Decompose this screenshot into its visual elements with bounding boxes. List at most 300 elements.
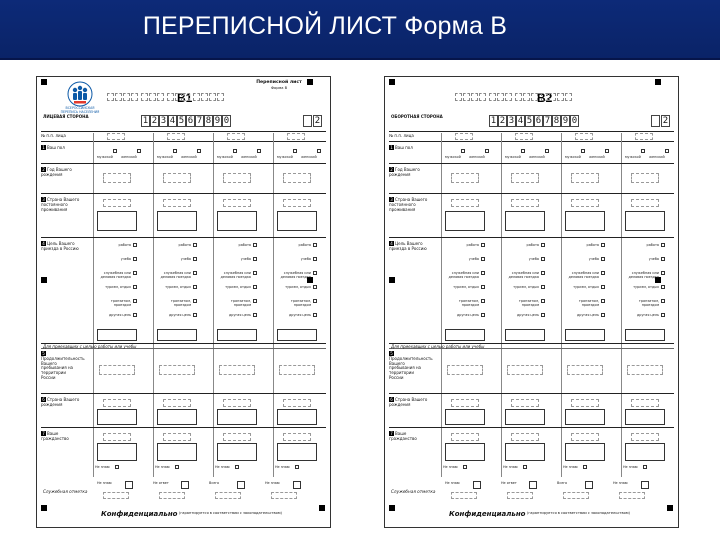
purpose-option-label: туризм, отдых (453, 285, 479, 289)
dont-know-checkbox[interactable] (235, 465, 239, 469)
sex-option-checkbox[interactable] (317, 149, 321, 153)
sex-option-checkbox[interactable] (137, 149, 141, 153)
summary-digits[interactable] (215, 492, 241, 499)
birth-year-field[interactable] (571, 173, 599, 183)
purpose-option-checkbox[interactable] (481, 285, 485, 289)
code-field-group[interactable] (489, 93, 512, 109)
birth-country-code-field[interactable] (223, 399, 251, 407)
birth-country-code-field[interactable] (451, 399, 479, 407)
purpose-option-checkbox[interactable] (253, 271, 257, 275)
code-digit-box[interactable] (175, 93, 182, 101)
purpose-option-label: другая цель (288, 313, 311, 317)
sex-option-checkbox[interactable] (113, 149, 117, 153)
citizenship-code-field[interactable] (163, 433, 191, 441)
purpose-option-checkbox[interactable] (253, 257, 257, 261)
duration-field[interactable] (567, 365, 603, 375)
dont-know-checkbox[interactable] (583, 465, 587, 469)
birth-country-field[interactable] (505, 409, 545, 425)
question-label (41, 145, 81, 151)
residence-country-field[interactable] (157, 211, 197, 231)
code-digit-box[interactable] (549, 93, 556, 101)
other-purpose-field[interactable] (157, 329, 197, 341)
residence-code-field[interactable] (451, 199, 479, 207)
purpose-option-checkbox[interactable] (481, 299, 485, 303)
residence-country-field[interactable] (277, 211, 317, 231)
purpose-option-checkbox[interactable] (541, 243, 545, 247)
citizenship-field[interactable] (565, 443, 605, 461)
citizenship-field[interactable] (505, 443, 545, 461)
sex-option-checkbox[interactable] (605, 149, 609, 153)
summary-digits[interactable] (159, 492, 185, 499)
summary-box[interactable] (641, 481, 649, 489)
purpose-option-label: работа (178, 243, 191, 247)
purpose-option-label: служебная или деловая поездка (100, 271, 131, 279)
code-digit-box[interactable] (557, 93, 564, 101)
code-digit-box[interactable] (201, 93, 208, 101)
birth-year-field[interactable] (511, 173, 539, 183)
row-divider (389, 393, 674, 394)
person-number-box[interactable] (635, 133, 653, 140)
sex-option-checkbox[interactable] (461, 149, 465, 153)
sample-digit: 1 (142, 116, 149, 126)
question-number: 7 (390, 431, 393, 436)
code-field-group[interactable] (107, 93, 138, 109)
question-number: 6 (390, 397, 393, 402)
person-number-box[interactable] (515, 133, 533, 140)
sample-digit: 8 (553, 116, 560, 126)
code-digit-box[interactable] (107, 93, 114, 101)
dont-know-label: Не знаю (623, 465, 638, 469)
code-digit-box[interactable] (209, 93, 216, 101)
sample-digit: 6 (535, 116, 542, 126)
code-digit-box[interactable] (471, 93, 478, 101)
summary-label: Не знаю (613, 481, 628, 485)
purpose-option-label: другая цель (456, 313, 479, 317)
purpose-option-checkbox[interactable] (313, 285, 317, 289)
other-purpose-field[interactable] (217, 329, 257, 341)
birth-year-field[interactable] (163, 173, 191, 183)
summary-box[interactable] (125, 481, 133, 489)
dont-know-label: Не знаю (215, 465, 230, 469)
purpose-option-checkbox[interactable] (661, 299, 665, 303)
purpose-option-label: учеба (528, 257, 539, 261)
purpose-option-checkbox[interactable] (133, 257, 137, 261)
sample-digit: 6 (187, 116, 194, 126)
sex-option-label: женский (529, 155, 545, 159)
sex-option-checkbox[interactable] (197, 149, 201, 153)
code-digit-box[interactable] (541, 93, 548, 101)
question-text: Цель Вашего приезда в Россию (41, 241, 79, 251)
sex-option-label: женский (589, 155, 605, 159)
purpose-option-label: учеба (240, 257, 251, 261)
summary-label: Не ответ (153, 481, 169, 485)
confidential-label: Конфиденциально (449, 510, 526, 518)
code-digit-box[interactable] (531, 93, 538, 101)
purpose-option-checkbox[interactable] (541, 257, 545, 261)
purpose-option-checkbox[interactable] (661, 243, 665, 247)
persons-label: № п.п. лица (389, 133, 414, 138)
sex-option-checkbox[interactable] (257, 149, 261, 153)
purpose-option-label: работа (526, 243, 539, 247)
purpose-option-checkbox[interactable] (601, 243, 605, 247)
sex-option-label: мужской (625, 155, 641, 159)
dont-know-label: Не знаю (275, 465, 290, 469)
birth-country-code-field[interactable] (103, 399, 131, 407)
sex-option-checkbox[interactable] (545, 149, 549, 153)
citizenship-code-field[interactable] (283, 433, 311, 441)
code-field-group[interactable] (193, 93, 224, 109)
purpose-option-label: другая цель (576, 313, 599, 317)
dont-know-label: Не знаю (155, 465, 170, 469)
code-digit-box[interactable] (463, 93, 470, 101)
purpose-option-label: работа (586, 243, 599, 247)
code-field-group[interactable] (167, 91, 193, 109)
residence-code-field[interactable] (631, 199, 659, 207)
citizenship-code-field[interactable] (451, 433, 479, 441)
sample-digit: 1 (490, 116, 497, 126)
birth-year-field[interactable] (631, 173, 659, 183)
citizenship-field[interactable] (157, 443, 197, 461)
residence-code-field[interactable] (163, 199, 191, 207)
birth-country-field[interactable] (157, 409, 197, 425)
other-purpose-field[interactable] (505, 329, 545, 341)
purpose-option-checkbox[interactable] (193, 257, 197, 261)
purpose-option-checkbox[interactable] (541, 299, 545, 303)
purpose-option-label: туризм, отдых (513, 285, 539, 289)
form-header (242, 80, 316, 90)
purpose-option-checkbox[interactable] (661, 257, 665, 261)
purpose-option-checkbox[interactable] (133, 299, 137, 303)
person-number-box[interactable] (167, 133, 185, 140)
purpose-option-checkbox[interactable] (133, 313, 137, 317)
person-number-box[interactable] (227, 133, 245, 140)
birth-country-code-field[interactable] (631, 399, 659, 407)
summary-digits[interactable] (271, 492, 297, 499)
dont-know-label: Не знаю (443, 465, 458, 469)
sample-digit: 9 (562, 116, 569, 126)
code-digit-box[interactable] (149, 93, 156, 101)
other-purpose-field[interactable] (565, 329, 605, 341)
summary-digits[interactable] (619, 492, 645, 499)
purpose-option-label: служебная или деловая поездка (280, 271, 311, 279)
purpose-option-checkbox[interactable] (253, 243, 257, 247)
persons-label: № п.п. лица (41, 133, 66, 138)
purpose-option-checkbox[interactable] (661, 313, 665, 317)
citizenship-field[interactable] (445, 443, 485, 461)
residence-code-field[interactable] (223, 199, 251, 207)
purpose-option-label: туризм, отдых (225, 285, 251, 289)
code-digit-box[interactable] (217, 93, 224, 101)
purpose-option-label: другая цель (228, 313, 251, 317)
birth-year-field[interactable] (103, 173, 131, 183)
summary-digits[interactable] (451, 492, 477, 499)
question-number: 4 (42, 241, 45, 246)
purpose-option-checkbox[interactable] (601, 285, 605, 289)
summary-digits[interactable] (507, 492, 533, 499)
residence-code-field[interactable] (511, 199, 539, 207)
code-digit-box[interactable] (515, 93, 522, 101)
sex-option-label: женский (121, 155, 137, 159)
question-text: Ваш пол (47, 145, 65, 150)
citizenship-field[interactable] (97, 443, 137, 461)
code-digit-box[interactable] (479, 93, 486, 101)
purpose-option-checkbox[interactable] (313, 243, 317, 247)
purpose-option-checkbox[interactable] (193, 243, 197, 247)
birth-country-field[interactable] (217, 409, 257, 425)
page-side-label: ЛИЦЕВАЯ СТОРОНА (43, 114, 89, 119)
code-digit-box[interactable] (115, 93, 122, 101)
other-purpose-field[interactable] (445, 329, 485, 341)
duration-field[interactable] (159, 365, 195, 375)
sex-option-checkbox[interactable] (485, 149, 489, 153)
citizenship-code-field[interactable] (103, 433, 131, 441)
question-number: 3 (390, 197, 393, 202)
summary-digits[interactable] (563, 492, 589, 499)
service-mark-label: Служебная отметка (43, 489, 88, 494)
purpose-option-checkbox[interactable] (661, 285, 665, 289)
purpose-option-checkbox[interactable] (601, 271, 605, 275)
purpose-option-label: туризм, отдых (285, 285, 311, 289)
summary-label: Всего (209, 481, 220, 485)
confidential-note: (гарантируется в соответствии с законодательством) (179, 511, 282, 515)
code-field-group[interactable] (515, 93, 538, 109)
service-mark-label: Служебная отметка (391, 489, 436, 494)
person-number-box[interactable] (455, 133, 473, 140)
question-label (389, 397, 429, 408)
sample-digits (489, 115, 579, 127)
birth-country-code-field[interactable] (571, 399, 599, 407)
sex-option-label: мужской (157, 155, 173, 159)
birth-country-code-field[interactable] (163, 399, 191, 407)
sample-digits (141, 115, 231, 127)
purpose-option-checkbox[interactable] (661, 271, 665, 275)
code-digit-box[interactable] (193, 93, 200, 101)
purpose-option-checkbox[interactable] (193, 285, 197, 289)
purpose-option-checkbox[interactable] (541, 285, 545, 289)
census-form-b1 (36, 76, 331, 528)
residence-country-field[interactable] (445, 211, 485, 231)
page-number-digit: 2 (662, 116, 669, 126)
purpose-option-label: служебная или деловая поездка (220, 271, 251, 279)
residence-code-field[interactable] (103, 199, 131, 207)
purpose-option-checkbox[interactable] (541, 313, 545, 317)
question-number: 2 (42, 167, 45, 172)
citizenship-code-field[interactable] (223, 433, 251, 441)
question-number: 1 (390, 145, 393, 150)
birth-country-field[interactable] (97, 409, 137, 425)
summary-box[interactable] (293, 481, 301, 489)
page-number-digit: 2 (314, 116, 321, 126)
purpose-option-checkbox[interactable] (133, 243, 137, 247)
question-number: 5 (42, 351, 45, 356)
summary-box[interactable] (529, 481, 537, 489)
question-text: Страна Вашего рождения (41, 397, 80, 407)
residence-country-field[interactable] (217, 211, 257, 231)
other-purpose-field[interactable] (97, 329, 137, 341)
registration-mark (667, 505, 673, 511)
question-label (389, 167, 429, 178)
row-divider (41, 163, 326, 164)
purpose-option-checkbox[interactable] (193, 271, 197, 275)
purpose-option-checkbox[interactable] (313, 299, 317, 303)
citizenship-field[interactable] (625, 443, 665, 461)
code-digit-box[interactable] (131, 93, 138, 101)
duration-field[interactable] (627, 365, 663, 375)
code-digit-box[interactable] (157, 93, 164, 101)
purpose-option-checkbox[interactable] (601, 257, 605, 261)
purpose-option-label: учеба (588, 257, 599, 261)
other-purpose-field[interactable] (277, 329, 317, 341)
question-number: 4 (390, 241, 393, 246)
question-text: Продолжительность Вашего пребывания на территории России (41, 355, 85, 380)
sex-option-checkbox[interactable] (293, 149, 297, 153)
purpose-option-label: транзитом, проездом (290, 299, 311, 307)
purpose-option-checkbox[interactable] (253, 285, 257, 289)
sex-option-checkbox[interactable] (173, 149, 177, 153)
code-digit-box[interactable] (183, 93, 190, 101)
sex-option-checkbox[interactable] (581, 149, 585, 153)
residence-code-field[interactable] (283, 199, 311, 207)
question-label (41, 197, 81, 212)
residence-code-field[interactable] (571, 199, 599, 207)
code-digit-box[interactable] (141, 93, 148, 101)
citizenship-code-field[interactable] (511, 433, 539, 441)
census-form-b2 (384, 76, 679, 528)
summary-box[interactable] (237, 481, 245, 489)
birth-country-field[interactable] (625, 409, 665, 425)
summary-box[interactable] (181, 481, 189, 489)
page-number-digit (651, 115, 660, 127)
code-digit-box[interactable] (123, 93, 130, 101)
residence-country-field[interactable] (97, 211, 137, 231)
purpose-option-label: туризм, отдых (105, 285, 131, 289)
purpose-option-label: туризм, отдых (573, 285, 599, 289)
purpose-option-checkbox[interactable] (133, 285, 137, 289)
dont-know-checkbox[interactable] (523, 465, 527, 469)
row-divider (389, 427, 674, 428)
person-number-box[interactable] (107, 133, 125, 140)
summary-box[interactable] (473, 481, 481, 489)
purpose-option-checkbox[interactable] (313, 271, 317, 275)
birth-country-field[interactable] (565, 409, 605, 425)
purpose-option-checkbox[interactable] (541, 271, 545, 275)
purpose-option-label: учеба (120, 257, 131, 261)
duration-field[interactable] (99, 365, 135, 375)
purpose-option-checkbox[interactable] (253, 299, 257, 303)
code-field-group[interactable] (455, 93, 486, 109)
citizenship-field[interactable] (217, 443, 257, 461)
page-number-digit (303, 115, 312, 127)
birth-year-field[interactable] (451, 173, 479, 183)
sex-option-checkbox[interactable] (233, 149, 237, 153)
purpose-option-checkbox[interactable] (193, 313, 197, 317)
citizenship-code-field[interactable] (631, 433, 659, 441)
purpose-option-checkbox[interactable] (601, 313, 605, 317)
residence-country-field[interactable] (565, 211, 605, 231)
summary-box[interactable] (585, 481, 593, 489)
other-purpose-field[interactable] (625, 329, 665, 341)
sample-digit: 0 (571, 116, 578, 126)
residence-country-field[interactable] (505, 211, 545, 231)
code-field-group[interactable] (141, 93, 164, 109)
citizenship-field[interactable] (277, 443, 317, 461)
purpose-option-checkbox[interactable] (481, 257, 485, 261)
duration-field[interactable] (219, 365, 255, 375)
purpose-option-checkbox[interactable] (481, 271, 485, 275)
form-label: В1 (177, 91, 193, 105)
sex-option-checkbox[interactable] (521, 149, 525, 153)
duration-field[interactable] (279, 365, 315, 375)
purpose-option-checkbox[interactable] (133, 271, 137, 275)
top-code-fields (455, 93, 572, 109)
dont-know-checkbox[interactable] (643, 465, 647, 469)
code-digit-box[interactable] (565, 93, 572, 101)
code-digit-box[interactable] (455, 93, 462, 101)
code-digit-box[interactable] (167, 93, 174, 101)
sex-option-label: женский (181, 155, 197, 159)
code-digit-box[interactable] (523, 93, 530, 101)
sex-option-checkbox[interactable] (641, 149, 645, 153)
summary-label: Не знаю (445, 481, 460, 485)
purpose-option-label: другая цель (108, 313, 131, 317)
code-digit-box[interactable] (505, 93, 512, 101)
purpose-option-checkbox[interactable] (193, 299, 197, 303)
sample-digit: 4 (169, 116, 176, 126)
question-label (41, 167, 81, 178)
birth-country-field[interactable] (277, 409, 317, 425)
dont-know-checkbox[interactable] (295, 465, 299, 469)
purpose-option-label: учеба (468, 257, 479, 261)
sex-option-checkbox[interactable] (665, 149, 669, 153)
birth-country-code-field[interactable] (283, 399, 311, 407)
question-label (389, 431, 429, 442)
page-side-label: ОБОРОТНАЯ СТОРОНА (391, 114, 443, 119)
birth-year-field[interactable] (223, 173, 251, 183)
person-number-box[interactable] (575, 133, 593, 140)
duration-field[interactable] (447, 365, 483, 375)
birth-country-code-field[interactable] (511, 399, 539, 407)
purpose-option-label: туризм, отдых (633, 285, 659, 289)
purpose-option-checkbox[interactable] (313, 313, 317, 317)
code-field-group[interactable] (541, 93, 572, 109)
purpose-option-checkbox[interactable] (481, 243, 485, 247)
question-number: 2 (390, 167, 393, 172)
person-number-box[interactable] (287, 133, 305, 140)
question-number: 1 (42, 145, 45, 150)
registration-mark (41, 505, 47, 511)
purpose-option-checkbox[interactable] (481, 313, 485, 317)
birth-country-field[interactable] (445, 409, 485, 425)
dont-know-checkbox[interactable] (463, 465, 467, 469)
purpose-option-label: транзитом, проездом (170, 299, 191, 307)
sex-option-label: женский (241, 155, 257, 159)
sex-option-label: мужской (217, 155, 233, 159)
summary-digits[interactable] (103, 492, 129, 499)
duration-field[interactable] (507, 365, 543, 375)
dont-know-checkbox[interactable] (175, 465, 179, 469)
code-digit-box[interactable] (497, 93, 504, 101)
dont-know-checkbox[interactable] (115, 465, 119, 469)
purpose-option-checkbox[interactable] (601, 299, 605, 303)
purpose-option-label: другая цель (636, 313, 659, 317)
row-divider (389, 237, 674, 238)
purpose-option-checkbox[interactable] (313, 257, 317, 261)
residence-country-field[interactable] (625, 211, 665, 231)
purpose-option-checkbox[interactable] (253, 313, 257, 317)
birth-year-field[interactable] (283, 173, 311, 183)
citizenship-code-field[interactable] (571, 433, 599, 441)
code-digit-box[interactable] (489, 93, 496, 101)
